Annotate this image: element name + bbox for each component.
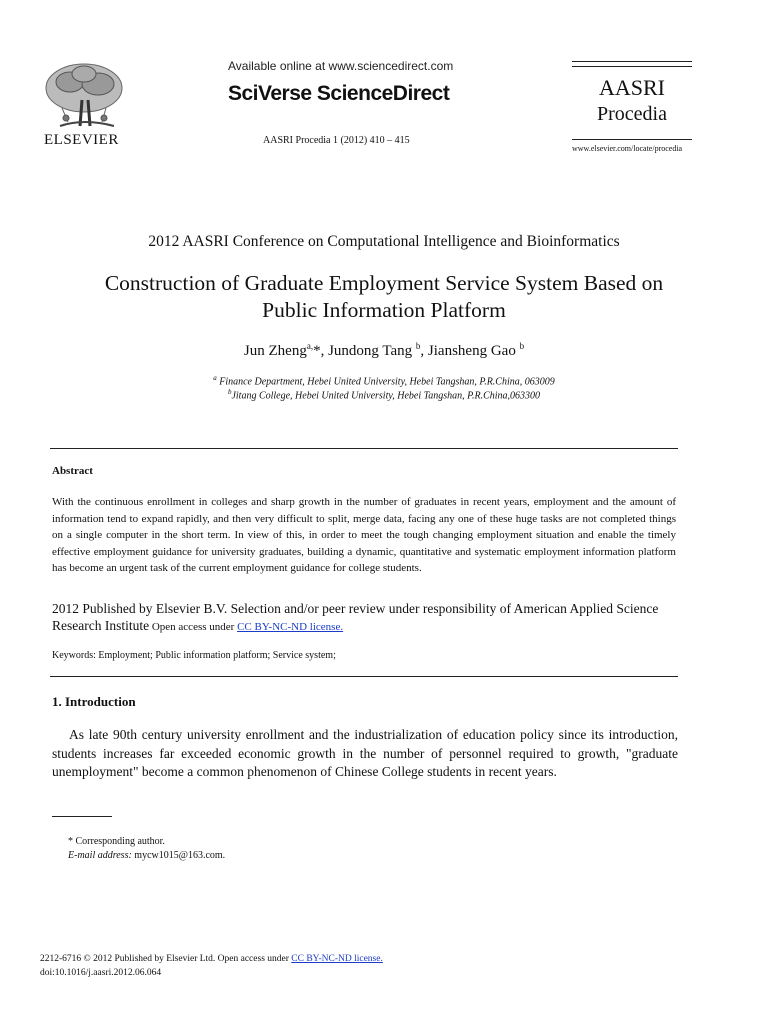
footnote-divider bbox=[52, 816, 112, 817]
author-sep: *, bbox=[313, 343, 329, 359]
section-heading: 1. Introduction bbox=[52, 694, 136, 709]
issn-text: 2212-6716 © 2012 Published by Elsevier Ltd. Open access under bbox=[40, 954, 292, 964]
corresponding-author-note: * Corresponding author. bbox=[68, 836, 165, 847]
author-affil-mark: b bbox=[415, 341, 421, 351]
journal-subtitle: Procedia bbox=[597, 103, 667, 125]
affil-text: Finance Department, Hebei United University, Hebei Tangshan, P.R.China, 063009 bbox=[216, 376, 555, 388]
sciencedirect-link[interactable]: www.sciencedirect.com bbox=[328, 59, 454, 73]
title-line-2: Public Information Platform bbox=[262, 298, 506, 322]
keywords: Keywords: Employment; Public information platform; Service system; bbox=[52, 650, 336, 661]
journal-reference: AASRI Procedia 1 (2012) 410 – 415 bbox=[263, 135, 410, 146]
license-link[interactable]: CC BY-NC-ND license. bbox=[237, 621, 344, 633]
affil-text: Jitang College, Hebei United University, Hebei Tangshan, P.R.China,063300 bbox=[231, 390, 541, 402]
abstract-heading: Abstract bbox=[52, 465, 93, 477]
open-access-text: Open access under bbox=[149, 621, 238, 633]
publication-statement bbox=[52, 600, 676, 636]
affiliation-a bbox=[0, 374, 768, 387]
author-affil-mark: b bbox=[519, 341, 525, 351]
journal-masthead bbox=[572, 66, 692, 140]
title-line-1: Construction of Graduate Employment Service System Based on bbox=[104, 271, 664, 295]
platform-logo-text: SciVerse ScienceDirect bbox=[228, 82, 450, 105]
publisher-name: ELSEVIER bbox=[44, 132, 119, 148]
copyright-line bbox=[40, 954, 383, 964]
available-prefix: Available online at bbox=[228, 59, 329, 73]
author-affil-mark: a, bbox=[306, 341, 314, 351]
divider bbox=[50, 676, 678, 677]
available-online bbox=[228, 59, 453, 73]
email-note bbox=[68, 850, 225, 861]
author-name: Jundong Tang bbox=[328, 343, 416, 359]
journal-url[interactable]: www.elsevier.com/locate/procedia bbox=[572, 144, 683, 153]
author-name: Jun Zheng bbox=[243, 343, 307, 359]
author-sep: , bbox=[420, 343, 428, 359]
affil-mark: a bbox=[213, 374, 217, 382]
email-address[interactable]: mycw1015@163.com. bbox=[131, 850, 226, 861]
published-text: 2012 Published by Elsevier B.V. Selection and/or peer review under responsibility of American Applied Science Research Institute bbox=[52, 601, 659, 633]
section-text: As late 90th century university enrollment and the industrialization of education policy since its introduction, students increases far exceeded economic growth in the number of personnel required to growth, "graduate unemployment" become a common phenomenon of Chinese College students in recent years. bbox=[52, 727, 678, 779]
author-name: Jiansheng Gao bbox=[427, 343, 520, 359]
footer-license-link[interactable]: CC BY-NC-ND license. bbox=[291, 954, 383, 964]
email-label: E-mail address: bbox=[68, 850, 132, 861]
author-list bbox=[0, 341, 768, 360]
conference-name: 2012 AASRI Conference on Computational Intelligence and Bioinformatics bbox=[148, 233, 620, 250]
affiliation-b bbox=[0, 388, 768, 401]
doi[interactable]: doi:10.1016/j.aasri.2012.06.064 bbox=[40, 968, 162, 978]
affil-mark: b bbox=[227, 388, 232, 396]
divider bbox=[50, 448, 678, 449]
paper-title bbox=[40, 270, 728, 324]
journal-name: AASRI bbox=[598, 75, 665, 100]
abstract-text: With the continuous enrollment in colleges and sharp growth in the number of graduates in recent years, employment and the amount of information tend to expand rapidly, and then very difficult to split, merge data, facing any one of these huge tasks are not completed things on a single computer in the short term. In view of this, in order to meet the tough changing employment situation and enable the timely effective employment guidance for university graduates, building a dynamic, quantitative and systematic employment information platform has become an urgent task of the current employment guidance for college students. bbox=[52, 496, 676, 574]
